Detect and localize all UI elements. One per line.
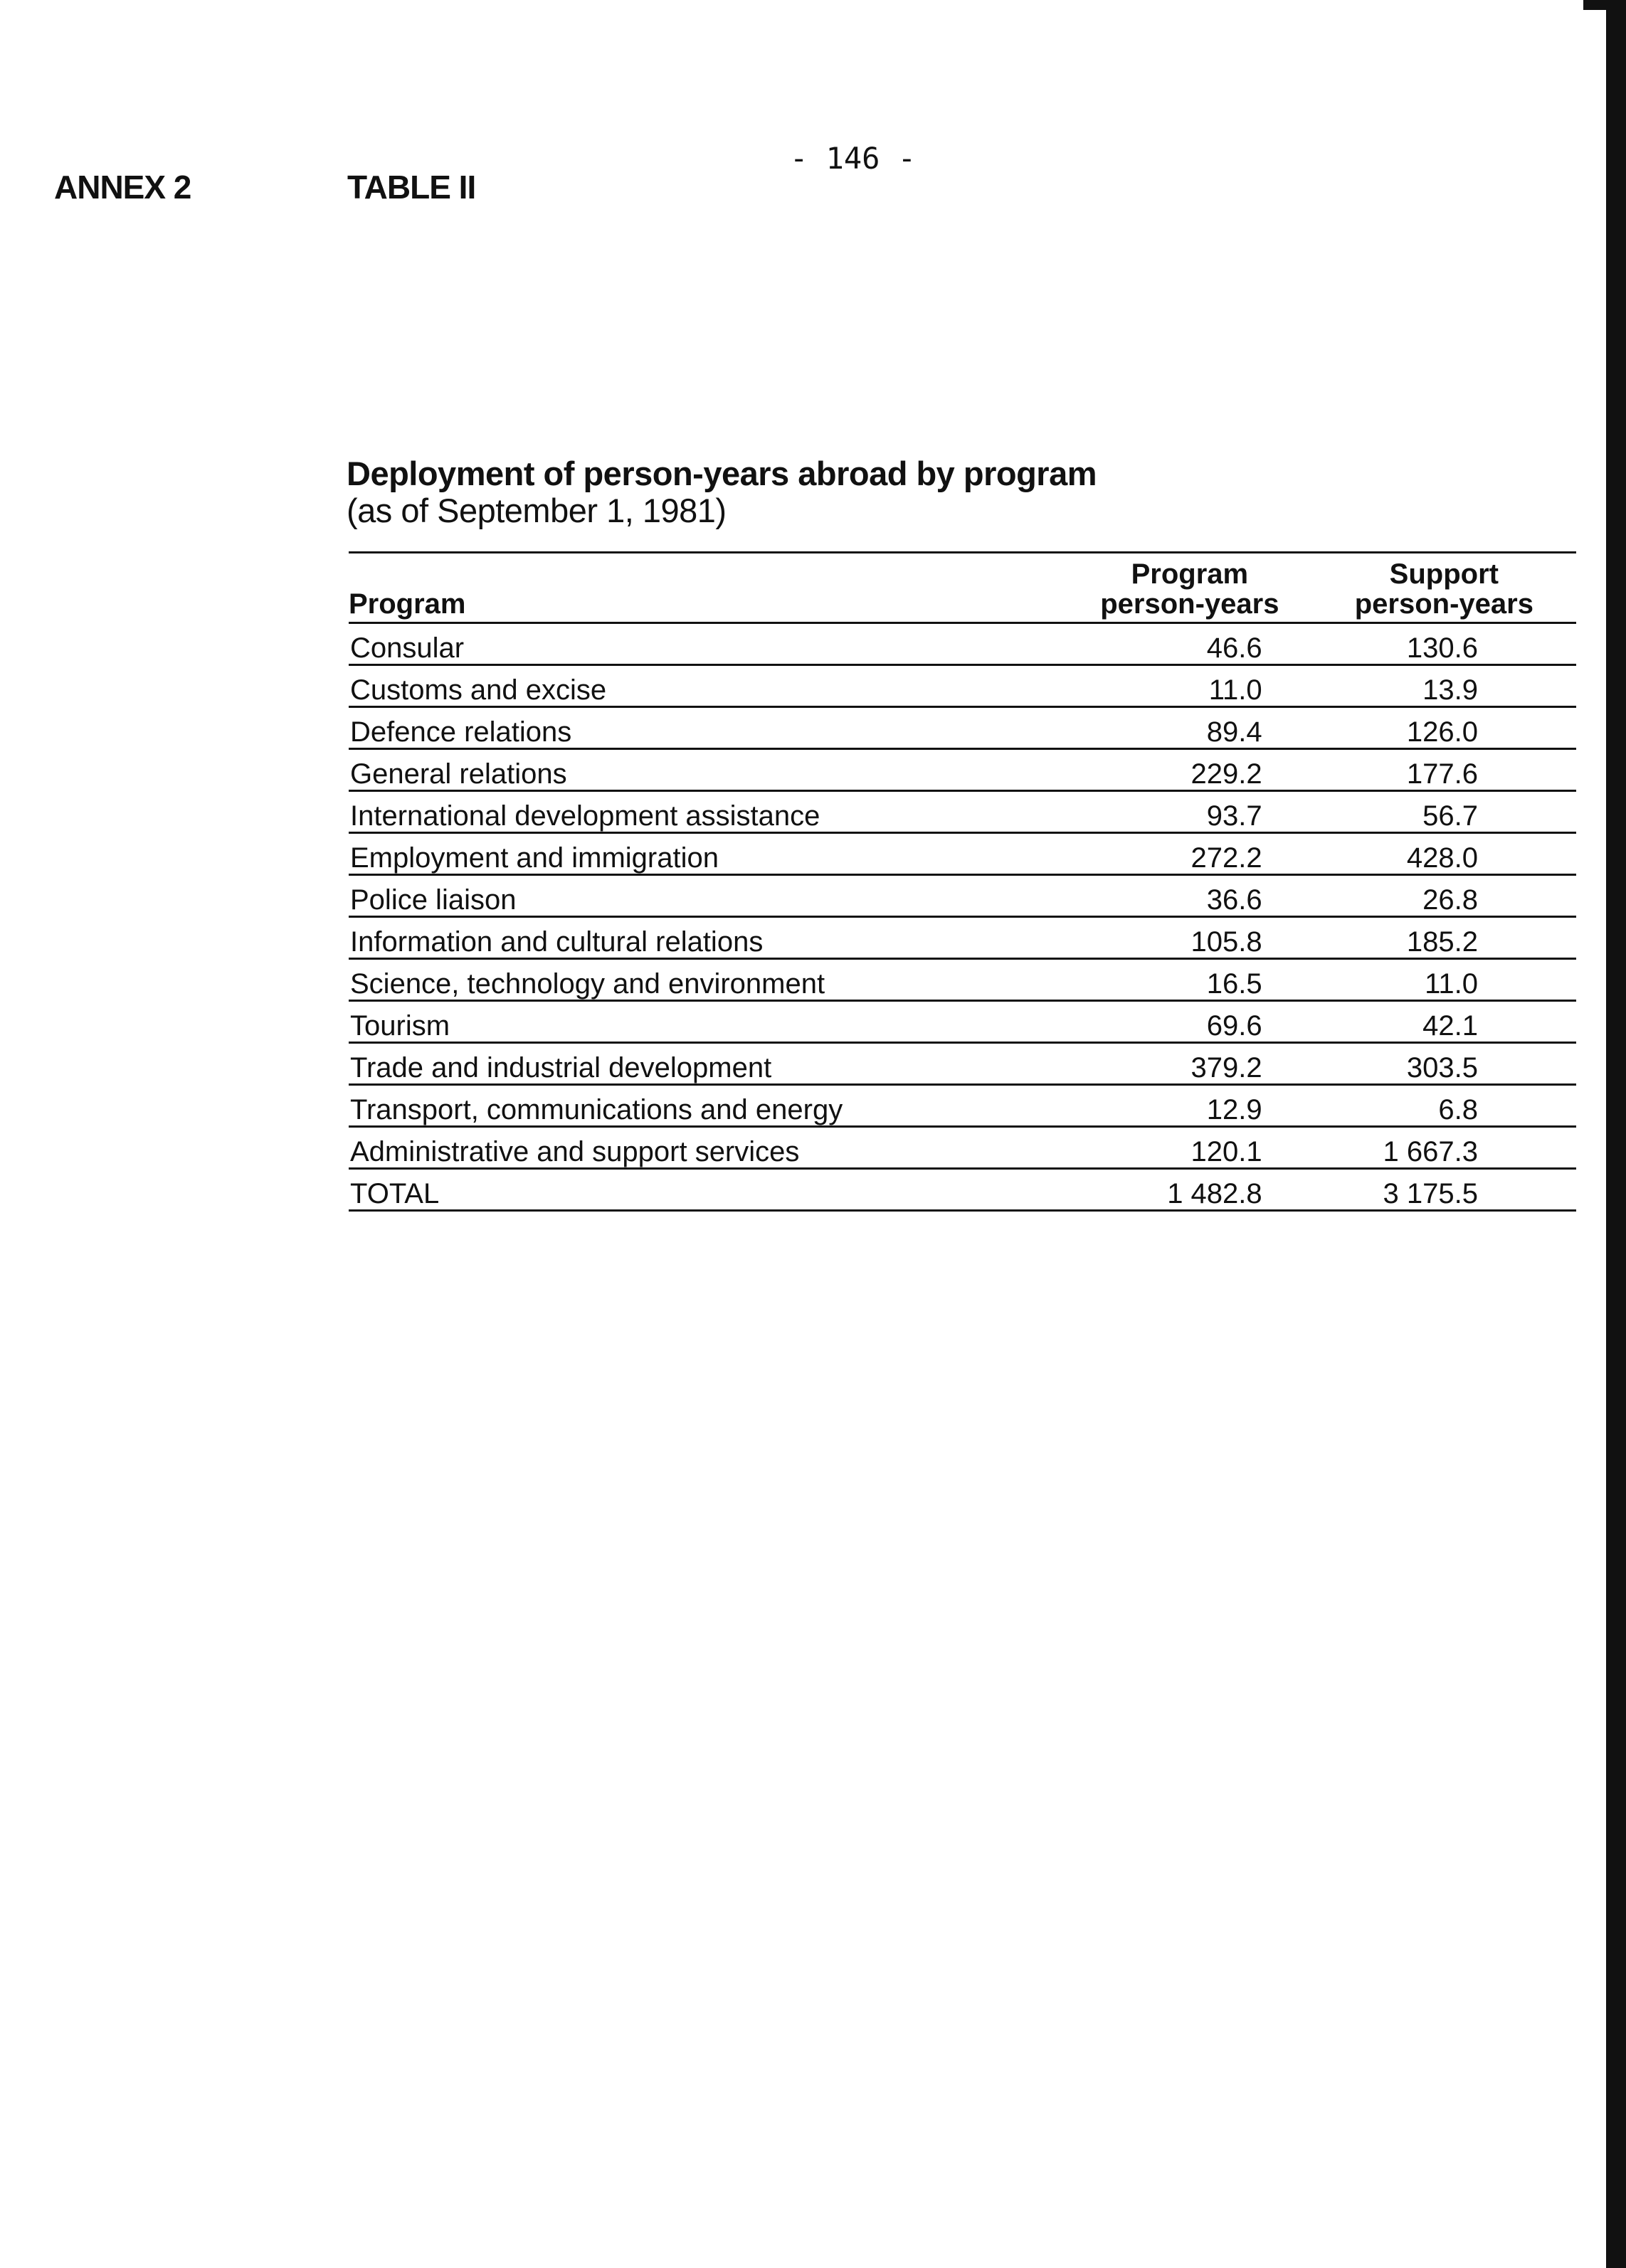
- table-row: [349, 665, 1576, 707]
- cell-support-person-years: 42.1: [1312, 1001, 1576, 1043]
- cell-program-person-years: 16.5: [1067, 959, 1312, 1001]
- cell-support-person-years: 177.6: [1312, 749, 1576, 791]
- column-header-program: [349, 553, 1067, 623]
- cell-support-person-years: 26.8: [1312, 875, 1576, 917]
- table-row: [349, 1001, 1576, 1043]
- table-total-row: [349, 1169, 1576, 1211]
- cell-program-person-years: 89.4: [1067, 707, 1312, 749]
- table-row: [349, 623, 1576, 665]
- table-row: [349, 959, 1576, 1001]
- table-body: [349, 623, 1576, 1211]
- cell-program-person-years: 272.2: [1067, 833, 1312, 875]
- cell-program-person-years: 69.6: [1067, 1001, 1312, 1043]
- cell-program-person-years: 93.7: [1067, 791, 1312, 833]
- cell-program-person-years: 46.6: [1067, 623, 1312, 665]
- cell-support-person-years: 11.0: [1312, 959, 1576, 1001]
- cell-program-person-years: 379.2: [1067, 1043, 1312, 1085]
- deployment-table: [349, 551, 1576, 1212]
- table-row: [349, 1127, 1576, 1169]
- table-row: [349, 707, 1576, 749]
- cell-program-name: Tourism: [349, 1001, 1067, 1043]
- table-title: Deployment of person-years abroad by program: [347, 455, 1097, 492]
- table-row: [349, 791, 1576, 833]
- page-number: - 146 -: [790, 141, 917, 176]
- cell-program-person-years: 1 482.8: [1067, 1169, 1312, 1211]
- annex-label: ANNEX 2: [54, 169, 191, 206]
- cell-program-name: Transport, communications and energy: [349, 1085, 1067, 1127]
- cell-support-person-years: 428.0: [1312, 833, 1576, 875]
- table-row: [349, 1085, 1576, 1127]
- cell-support-person-years: 130.6: [1312, 623, 1576, 665]
- cell-support-person-years: 3 175.5: [1312, 1169, 1576, 1211]
- cell-support-person-years: 185.2: [1312, 917, 1576, 959]
- cell-program-person-years: 105.8: [1067, 917, 1312, 959]
- column-header-program-py-line1: Program: [1131, 558, 1249, 590]
- cell-program-name: Employment and immigration: [349, 833, 1067, 875]
- table-row: [349, 833, 1576, 875]
- cell-support-person-years: 6.8: [1312, 1085, 1576, 1127]
- cell-program-person-years: 120.1: [1067, 1127, 1312, 1169]
- cell-program-person-years: 36.6: [1067, 875, 1312, 917]
- cell-program-name: General relations: [349, 749, 1067, 791]
- cell-support-person-years: 13.9: [1312, 665, 1576, 707]
- cell-support-person-years: 56.7: [1312, 791, 1576, 833]
- cell-program-name: Administrative and support services: [349, 1127, 1067, 1169]
- table-subtitle: (as of September 1, 1981): [347, 492, 727, 529]
- cell-program-name: Defence relations: [349, 707, 1067, 749]
- column-header-support-person-years: [1312, 553, 1576, 623]
- cell-support-person-years: 1 667.3: [1312, 1127, 1576, 1169]
- cell-program-name: Consular: [349, 623, 1067, 665]
- table-header: [349, 553, 1576, 623]
- cell-program-name: TOTAL: [349, 1169, 1067, 1211]
- table-row: [349, 875, 1576, 917]
- column-header-support-py-line1: Support: [1389, 558, 1499, 590]
- cell-program-person-years: 11.0: [1067, 665, 1312, 707]
- cell-program-name: International development assistance: [349, 791, 1067, 833]
- column-header-program-py-line2: person-years: [1100, 588, 1279, 620]
- cell-program-person-years: 12.9: [1067, 1085, 1312, 1127]
- cell-program-name: Police liaison: [349, 875, 1067, 917]
- column-header-program-person-years: [1067, 553, 1312, 623]
- cell-program-name: Trade and industrial development: [349, 1043, 1067, 1085]
- cell-program-person-years: 229.2: [1067, 749, 1312, 791]
- table-header-row: [349, 553, 1576, 623]
- page-edge-shadow: [1606, 0, 1626, 2268]
- table-label: TABLE II: [347, 169, 476, 206]
- table-title-block: [347, 455, 1097, 529]
- cell-program-name: Science, technology and environment: [349, 959, 1067, 1001]
- cell-program-name: Information and cultural relations: [349, 917, 1067, 959]
- cell-support-person-years: 126.0: [1312, 707, 1576, 749]
- column-header-support-py-line2: person-years: [1354, 588, 1533, 620]
- table-row: [349, 749, 1576, 791]
- column-header-program-label: Program: [349, 588, 466, 620]
- table-row: [349, 1043, 1576, 1085]
- table-row: [349, 917, 1576, 959]
- cell-support-person-years: 303.5: [1312, 1043, 1576, 1085]
- page-edge-corner: [1583, 0, 1612, 10]
- cell-program-name: Customs and excise: [349, 665, 1067, 707]
